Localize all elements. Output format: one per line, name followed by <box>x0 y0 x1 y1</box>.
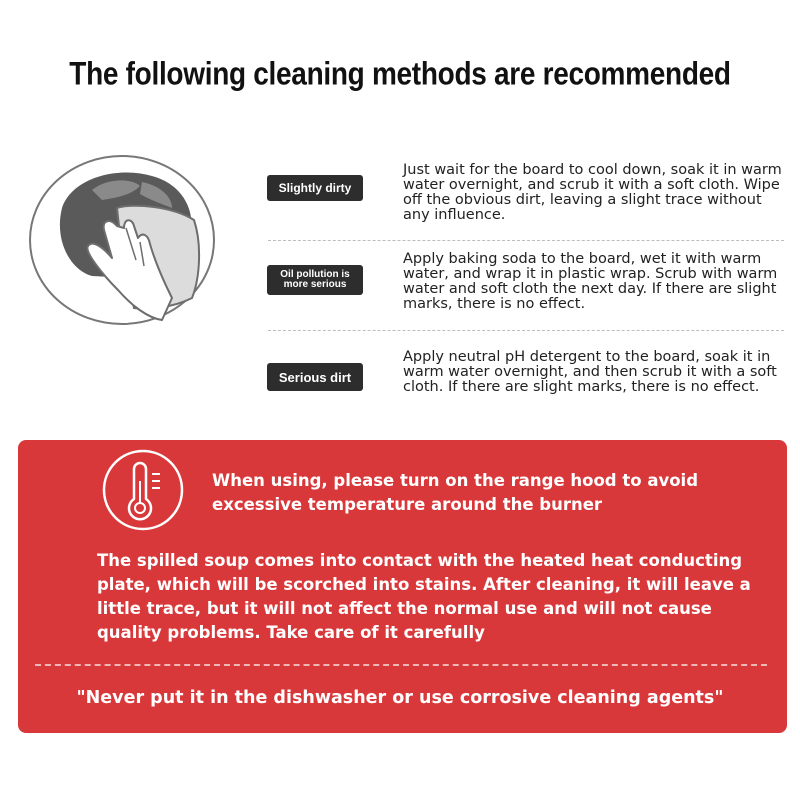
method-badge-serious-dirt: Serious dirt <box>267 363 363 391</box>
method-description: Apply neutral pH detergent to the board, soak it in warm water overnight, and then scrub it with a soft cloth. If there are slight marks, there is no effect. <box>403 349 777 395</box>
notice-divider <box>35 664 767 666</box>
spilled-soup-notice: The spilled soup comes into contact with the heated heat conducting plate, which will be scorched into stains. After cleaning, it will leave a little trace, but it will not affect the normal use and will not cause quality problems. Take care of it carefully <box>97 551 751 642</box>
dishwasher-warning: "Never put it in the dishwasher or use corrosive cleaning agents" <box>76 688 724 708</box>
method-badge-slightly-dirty: Slightly dirty <box>267 175 363 201</box>
row-divider <box>268 330 784 331</box>
range-hood-notice: When using, please turn on the range hood to avoid excessive temperature around the burner <box>212 471 699 514</box>
method-badge-oil-pollution: Oil pollution is more serious <box>267 265 363 295</box>
page-title: The following cleaning methods are recommended <box>69 55 731 92</box>
method-description: Just wait for the board to cool down, soak it in warm water overnight, and scrub it with a soft cloth. Wipe off the obvious dirt, leaving a slight trace without any influence. <box>403 162 782 223</box>
hand-wiping-plate-icon <box>22 148 232 338</box>
row-divider <box>268 240 784 241</box>
method-description: Apply baking soda to the board, wet it with warm water, and wrap it in plastic wrap. Scrub with warm water and soft cloth the next day. If there are slight marks, there is no effect. <box>403 251 778 312</box>
thermometer-icon <box>100 447 186 533</box>
